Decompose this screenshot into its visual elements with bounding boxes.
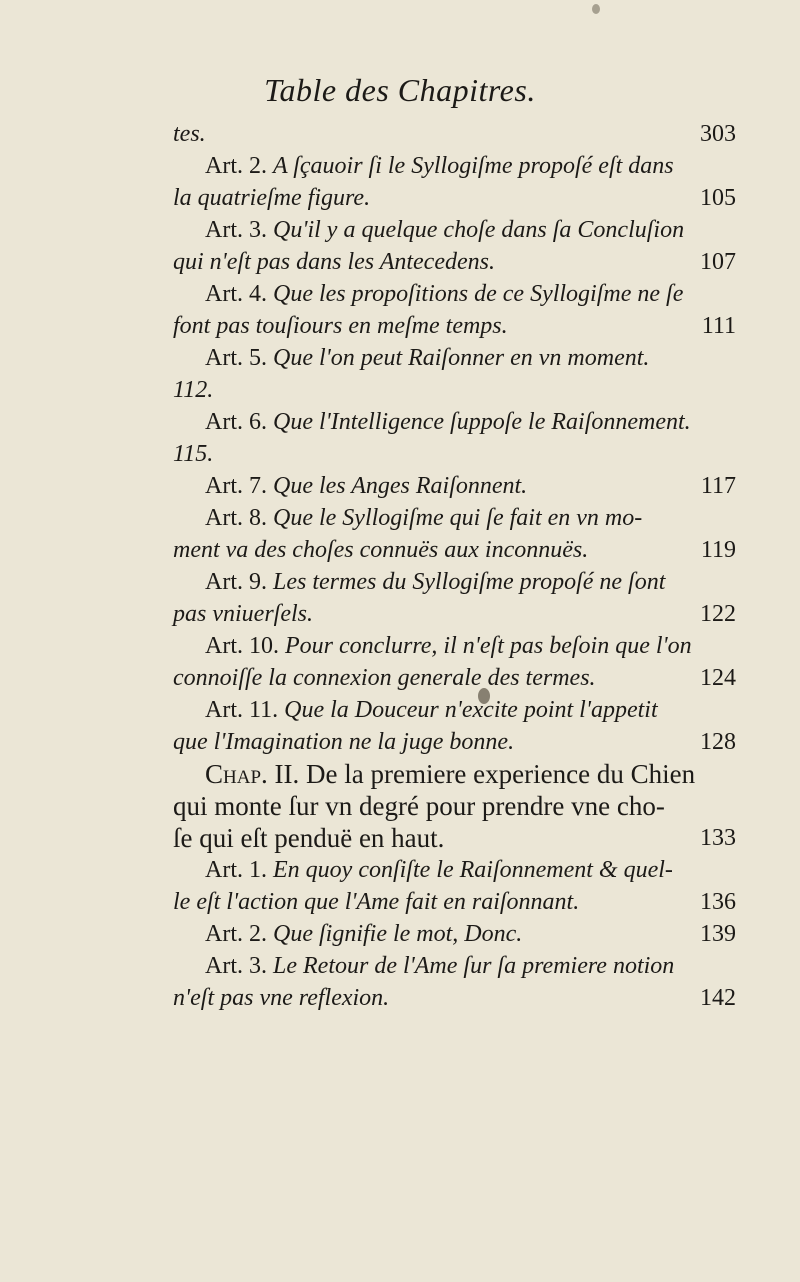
page-number: 122 xyxy=(700,601,736,627)
toc-line xyxy=(173,822,736,854)
page-number: 107 xyxy=(700,249,736,275)
page-number: 119 xyxy=(700,537,736,563)
entry-text: que l'Imagination ne la juge bonne. xyxy=(173,729,515,755)
toc-line xyxy=(173,534,736,566)
entry-text: Que l'Intelligence ſuppoſe le Raiſonnement. xyxy=(273,409,691,435)
entry-text: font pas touſiours en meſme temps. xyxy=(173,313,508,339)
entry-text: Que les propoſitions de ce Syllogiſme ne ſe xyxy=(273,281,684,307)
page-number: 136 xyxy=(700,889,736,915)
toc-line xyxy=(173,630,736,662)
article-label: Art. 3. xyxy=(205,217,267,243)
toc-line xyxy=(173,726,736,758)
article-label: Art. 2. xyxy=(205,153,267,179)
toc-line xyxy=(173,790,736,822)
article-entry xyxy=(173,566,736,630)
toc-line xyxy=(173,566,736,598)
toc-line xyxy=(173,854,736,886)
entry-text: pas vniuerſels. xyxy=(173,601,313,627)
entry-text: qui n'eſt pas dans les Antecedens. xyxy=(173,249,495,275)
page-number: 117 xyxy=(700,473,736,499)
toc-line xyxy=(173,758,736,790)
article-label: Art. 3. xyxy=(205,953,267,979)
toc-line xyxy=(173,310,736,342)
article-entry xyxy=(173,630,736,694)
entry-text: la quatrieſme figure. xyxy=(173,185,371,211)
article-entry xyxy=(173,406,736,470)
article-entry xyxy=(173,470,736,502)
page-number: 139 xyxy=(700,921,736,947)
toc-line xyxy=(173,982,736,1014)
article-entry xyxy=(173,214,736,278)
entry-text: connoiſſe la connexion generale des termes. xyxy=(173,665,596,691)
entry-text: Le Retour de l'Ame ſur ſa premiere notion xyxy=(273,953,675,979)
toc-line xyxy=(173,918,736,950)
toc-line xyxy=(173,374,736,406)
entry-text: qui monte ſur vn degré pour prendre vne cho- xyxy=(173,791,665,821)
article-label: Art. 2. xyxy=(205,921,267,947)
toc-line xyxy=(173,502,736,534)
page-number: 128 xyxy=(700,729,736,755)
chapter-label: Chap. II. xyxy=(205,759,300,789)
page-number: 142 xyxy=(700,985,736,1011)
ink-blemish xyxy=(592,4,600,14)
toc-line xyxy=(173,438,736,470)
toc-line xyxy=(173,118,736,150)
entry-text: De la premiere experience du Chien xyxy=(306,759,696,789)
toc-line xyxy=(173,598,736,630)
toc-line xyxy=(173,278,736,310)
toc-line xyxy=(173,214,736,246)
entry-text: A ſçauoir ſi le Syllogiſme propoſé eſt dans xyxy=(273,153,674,179)
page-number: 111 xyxy=(701,313,736,339)
article-label: Art. 7. xyxy=(205,473,267,499)
toc-line xyxy=(173,470,736,502)
entry-text: Que la Douceur n'excite point l'appetit xyxy=(284,697,658,723)
table-of-contents xyxy=(173,118,736,1014)
entry-text: Que les Anges Raiſonnent. xyxy=(273,473,528,499)
page-number: 124 xyxy=(700,665,736,691)
entry-text: Pour conclurre, il n'eſt pas beſoin que l'on xyxy=(285,633,692,659)
article-label: Art. 11. xyxy=(205,697,279,723)
article-label: Art. 1. xyxy=(205,857,267,883)
article-entry xyxy=(173,502,736,566)
entry-text: Qu'il y a quelque choſe dans ſa Concluſion xyxy=(273,217,685,243)
article-entry xyxy=(173,950,736,1014)
article-label: Art. 10. xyxy=(205,633,279,659)
entry-text: 115. xyxy=(173,441,214,467)
entry-text: ment va des choſes connuës aux inconnuës. xyxy=(173,537,589,563)
toc-line xyxy=(173,950,736,982)
entry-text: Que ſignifie le mot, Donc. xyxy=(273,921,523,947)
article-label: Art. 8. xyxy=(205,505,267,531)
page-number: 133 xyxy=(700,825,736,851)
page-number: 105 xyxy=(700,185,736,211)
article-entry xyxy=(173,150,736,214)
entry-text: Que le Syllogiſme qui ſe fait en vn mo- xyxy=(273,505,643,531)
article-entry xyxy=(173,854,736,918)
entry-text: n'eſt pas vne reflexion. xyxy=(173,985,390,1011)
article-label: Art. 6. xyxy=(205,409,267,435)
entry-text: 112. xyxy=(173,377,214,403)
toc-line xyxy=(173,406,736,438)
article-entry xyxy=(173,694,736,758)
article-entry xyxy=(173,278,736,342)
toc-line xyxy=(173,150,736,182)
article-label: Art. 9. xyxy=(205,569,267,595)
article-label: Art. 5. xyxy=(205,345,267,371)
chapter-entry xyxy=(173,758,736,854)
article-entry xyxy=(173,118,736,150)
toc-line xyxy=(173,886,736,918)
article-entry xyxy=(173,918,736,950)
toc-line xyxy=(173,662,736,694)
entry-text: ſe qui eſt penduë en haut. xyxy=(173,823,445,853)
running-head: Table des Chapitres. xyxy=(264,72,536,108)
entry-text: tes. xyxy=(173,121,206,147)
entry-text: Les termes du Syllogiſme propoſé ne ſont xyxy=(273,569,666,595)
entry-text: Que l'on peut Raiſonner en vn moment. xyxy=(273,345,650,371)
entry-text: En quoy conſiſte le Raiſonnement & quel- xyxy=(273,857,673,883)
toc-line xyxy=(173,342,736,374)
article-entry xyxy=(173,342,736,406)
toc-line xyxy=(173,246,736,278)
toc-line xyxy=(173,694,736,726)
article-label: Art. 4. xyxy=(205,281,267,307)
toc-line xyxy=(173,182,736,214)
entry-text: le eſt l'action que l'Ame fait en raiſonnant. xyxy=(173,889,580,915)
page-number: 303 xyxy=(700,121,736,147)
